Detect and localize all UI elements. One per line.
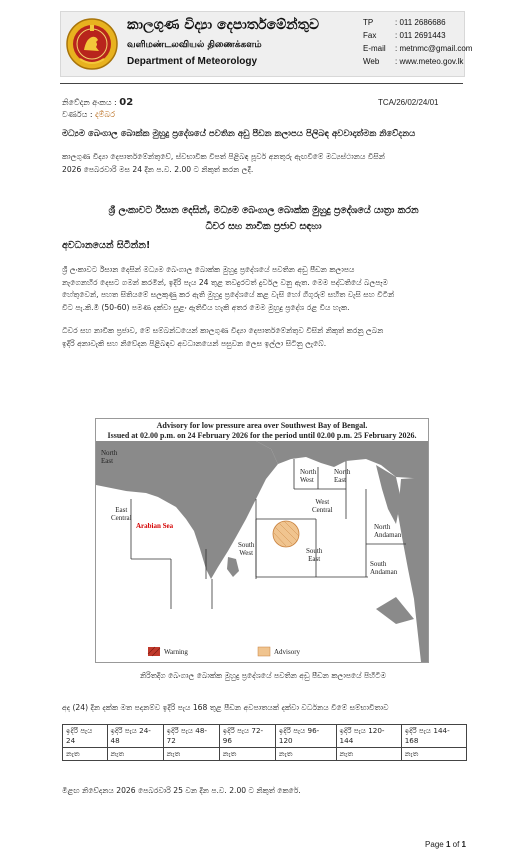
notice-number: නිවේදන අංකය : 02	[62, 97, 134, 108]
map-caption: නිරිතදිග බෙංගාල බොක්ක මුහුදු ප්‍රදේශයේ පවතින අඩු පීඩන කලාපයේ පිහිටීම	[139, 671, 387, 680]
contact-fax: Fax : 011 2691443	[363, 31, 446, 40]
issued-line-1: කාලගුණ විද්‍යා දෙපාර්තමේන්තුවේ, ස්වභාවික විපත් පිළිබඳ පූර්ව අනතුරු ඇඟවීමේ මධ්‍යස්ථානය විසින්	[62, 152, 385, 161]
paragraph-2: ධීවර සහ නාවික ප්‍රජාව, මේ සම්බන්ධයෙන් කාලගුණ විද්‍යා දෙපාර්තමේන්තුව විසින් නිකුත් කරනු ලබන ඉදිරි අනාවැකි සහ නිවේදන පිළිබඳව අවධානයෙන් පසුවන ලෙස ඉල්ලා සිටිනු ලැබේ.	[62, 326, 384, 348]
table-header-cell: ඉදිරි පැය 48-72	[163, 725, 219, 748]
contact-tp: TP : 011 2686686	[363, 18, 446, 27]
region-north-andaman: North Andaman	[374, 523, 402, 539]
region-east-central: East Central	[111, 506, 132, 522]
department-name-english: Department of Meteorology	[127, 56, 258, 67]
table-cell: නැත	[63, 748, 108, 761]
contact-email: E-mail : metnmc@gmail.com	[363, 44, 473, 53]
issued-line-2: 2026 පෙබරවාරි මස 24 දින ප.ව. 2.00 ට නිකුත් කරන ලදී.	[62, 165, 254, 174]
table-cell: නැත	[401, 748, 466, 761]
notice-category: වර්ණය : දම්බර	[62, 110, 115, 119]
table-header-cell: ඉදිරි පැය 24	[63, 725, 108, 748]
arabian-sea-label: Arabian Sea	[136, 522, 174, 530]
advisory-map	[95, 418, 429, 663]
region-south-east: South East	[306, 547, 323, 563]
region-west-central: West Central	[312, 498, 333, 514]
header-divider	[60, 83, 463, 84]
legend-warning-label: Warning	[164, 648, 188, 656]
contact-web: Web : www.meteo.gov.lk	[363, 57, 464, 66]
table-cell: නැත	[336, 748, 401, 761]
paragraph-1: ශ්‍රී ලංකාවට ඊසාන දෙසින් මධ්‍යම බෙංගාල බොක්ක මුහුදු ප්‍රදේශයේ පවතින අඩු පීඩන කලාපය නැගෙනහිර දෙසට ගමන් කරමින්, ඉදිරි පැය 24 තුළ තවදුරටත් දුර්වල වනු ඇත. මෙම පද්ධතියේ බලපෑම හේතුවෙන්, පහත සිතියමේ සලකුණු කර ඇති මුහුදු ප්‍රදේශයේ කළ වැසි හෝ ගිගුරුම් සහිත වැසි සහ විටින් විට පැ.කි.මී (50-60) පමණ දක්වා සුළං ඇතිවිය හැකි අතර මෙම මුහුදු ප්‍රදේශ රළ විය හැක.	[62, 265, 395, 312]
region-south-west: South West	[238, 541, 255, 557]
sri-lanka-emblem-icon	[66, 17, 118, 71]
page-footer: Page 1 of 1	[425, 840, 466, 849]
table-cell: නැත	[107, 748, 163, 761]
table-header-cell: ඉදිරි පැය 24-48	[107, 725, 163, 748]
table-header-cell: ඉදිරි පැය 144-168	[401, 725, 466, 748]
advisory-area	[273, 521, 299, 547]
next-bulletin: මීළඟ නිවේදනය 2026 පෙබරවාරි 25 වන දින ප.ව. 2.00 ට නිකුත් කෙරේ.	[62, 786, 301, 795]
department-name-sinhala: කාලගුණ විද්‍යා දෙපාර්තමේන්තුව	[127, 17, 320, 33]
table-header-cell: ඉදිරි පැය 120-144	[336, 725, 401, 748]
table-cell: නැත	[219, 748, 275, 761]
reference-number: TCA/26/02/24/01	[378, 98, 439, 107]
region-north-east-west: North East	[101, 449, 118, 465]
map-title: Advisory for low pressure area over Southwest Bay of Bengal. Issued at 02.00 p.m. on 24 February 2026 for the period until 02.00 p.m. 25 February 2026.	[107, 421, 417, 440]
department-name-tamil: வளிமண்டலவியல் திணைக்களம்	[127, 40, 262, 50]
table-header-row	[63, 725, 467, 748]
letterhead	[60, 11, 473, 77]
region-north-east: North East	[334, 468, 351, 484]
malay-peninsula	[398, 477, 428, 662]
region-south-andaman: South Andaman	[370, 560, 398, 576]
sumatra	[376, 597, 414, 624]
outlook-table	[62, 724, 467, 761]
table-cell: නැත	[163, 748, 219, 761]
notice-title: මධ්‍යම බෙංගාල බොක්ක මුහුදු ප්‍රදේශයේ පවතින අඩු පීඩන කලාපය පිලිබඳ අවවාදාත්මක නිවේදනය	[62, 129, 416, 139]
map-drawing	[96, 419, 428, 662]
attention-heading: අවධානයෙන් සිටින්න!	[62, 240, 151, 251]
table-row	[63, 748, 467, 761]
table-header-cell: ඉදිරි පැය 72-96	[219, 725, 275, 748]
region-north-west: North West	[300, 468, 317, 484]
main-title: ශ්‍රී ලංකාවට ඊසාන දෙසින්, මධ්‍යම බෙංගාල බොක්ක මුහුදු ප්‍රදේශයේ යාත්‍රා කරන ධීවර සහ නාවික ප්‍රජාව සඳහා	[108, 205, 419, 232]
table-cell: නැත	[275, 748, 336, 761]
legend-advisory-swatch	[258, 647, 270, 656]
table-header-cell: ඉදිරි පැය 96-120	[275, 725, 336, 748]
sri-lanka	[227, 557, 239, 577]
outlook-intro: අද (24) දින දක්ක මත පදනම්ව ඉදිරි පැය 168 තුළ පීඩන අවපාතයක් දක්වා වර්ධනය වීමේ සම්භාවිතාව	[62, 703, 389, 712]
legend-advisory-label: Advisory	[274, 648, 301, 656]
